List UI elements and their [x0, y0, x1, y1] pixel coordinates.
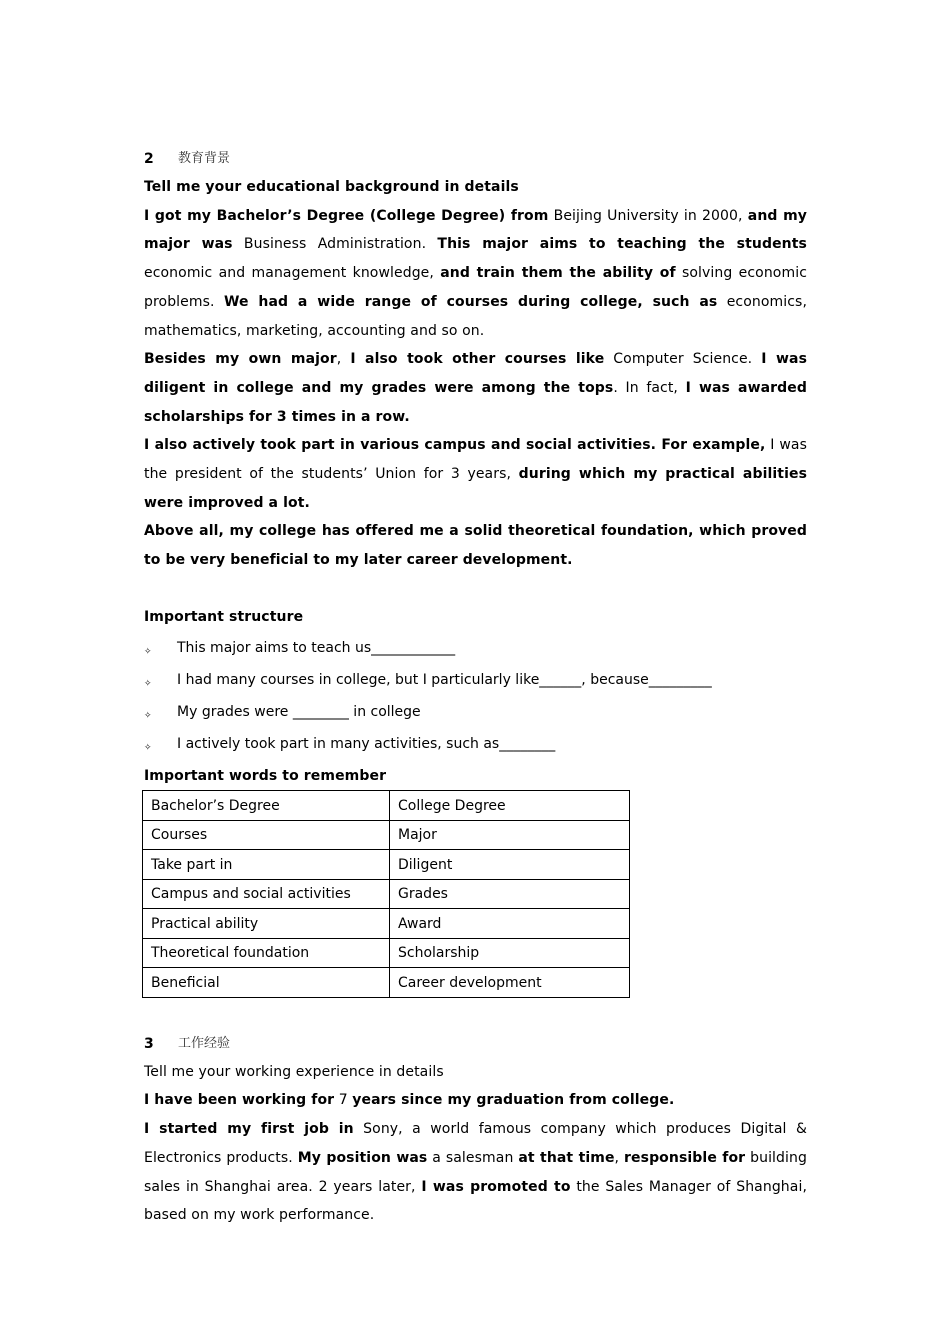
text-run: My position was — [297, 1149, 428, 1166]
table-cell: Scholarship — [390, 938, 630, 968]
paragraph — [144, 431, 807, 517]
table-cell: Major — [390, 820, 630, 850]
structure-text: This major aims to teach us____________ — [177, 639, 456, 656]
structure-list — [144, 634, 807, 762]
paragraph — [144, 517, 807, 574]
structure-item — [144, 634, 807, 666]
diamond-bullet-icon: ✧ — [144, 742, 152, 753]
table-cell: Beneficial — [143, 968, 390, 998]
text-run: Business Administration. — [232, 236, 438, 253]
text-run: We had a wide range of courses during college, such as — [223, 293, 718, 310]
table-row — [143, 968, 630, 998]
table-row — [143, 850, 630, 880]
text-run: , — [614, 1149, 625, 1166]
document-page — [144, 145, 807, 1230]
table-cell: Grades — [390, 879, 630, 909]
text-run: and train them the ability of — [440, 265, 676, 282]
diamond-bullet-icon: ✧ — [144, 646, 152, 657]
section-2-answer — [144, 202, 807, 575]
section-3-answer — [144, 1086, 807, 1230]
diamond-bullet-icon: ✧ — [144, 678, 152, 689]
text-run: I have been working for — [144, 1092, 335, 1109]
text-run: 7 — [334, 1092, 353, 1109]
structure-text: I had many courses in college, but I particularly like______, because_________ — [177, 671, 712, 688]
text-run: This major aims to teaching the students — [437, 236, 807, 253]
text-run: Besides my own major — [144, 351, 337, 368]
section-title: 工作经验 — [178, 1035, 231, 1051]
text-run: I was diligent in college and my grades were among the tops — [144, 351, 808, 396]
table-cell: Practical ability — [143, 909, 390, 939]
words-table — [142, 790, 630, 998]
text-run: . In fact, — [613, 379, 686, 396]
structure-text: My grades were ________ in college — [177, 703, 421, 720]
table-cell: College Degree — [390, 791, 630, 821]
paragraph — [144, 1086, 807, 1115]
table-cell: Take part in — [143, 850, 390, 880]
table-row — [143, 909, 630, 939]
table-row — [143, 820, 630, 850]
text-run: I also actively took part in various campus and social activities. For example, — [144, 437, 766, 454]
text-run: I was promoted to — [421, 1178, 571, 1195]
text-run: responsible for — [624, 1149, 746, 1166]
text-run: , — [336, 351, 351, 368]
text-run: a salesman — [427, 1149, 519, 1166]
text-run: economics, mathematics, marketing, accounting and so on. — [144, 293, 807, 339]
words-title: Important words to remember — [144, 767, 387, 784]
text-run: during which my practical abilities were improved a lot. — [144, 466, 807, 511]
text-run: I was awarded scholarships for 3 times in a row. — [144, 379, 807, 425]
structure-item — [144, 666, 807, 698]
text-run: I also took other courses like — [350, 351, 605, 368]
table-row — [143, 938, 630, 968]
text-run: at that time — [518, 1149, 615, 1166]
paragraph — [144, 345, 807, 431]
text-run: Sony, a world famous company which produces Digital & Electronics products. — [144, 1121, 807, 1166]
table-cell: Bachelor’s Degree — [143, 791, 390, 821]
section-number: 2 — [144, 151, 154, 167]
section-3-question: Tell me your working experience in details — [144, 1063, 444, 1080]
structure-title: Important structure — [144, 608, 304, 625]
text-run: Beijing University in 2000, — [548, 207, 748, 224]
text-run: economic and management knowledge, — [144, 265, 441, 282]
text-run: I got my Bachelor’s Degree (College Degree) from — [144, 207, 549, 224]
text-run: I was the president of the students’ Union for 3 years, — [144, 437, 808, 483]
text-run: building sales in Shanghai area. 2 years later, — [144, 1149, 807, 1195]
text-run: I started my first job in — [144, 1121, 354, 1138]
section-number: 3 — [144, 1035, 154, 1052]
table-row — [143, 791, 630, 821]
text-run: Computer Science. — [604, 351, 762, 368]
section-2-heading — [144, 145, 807, 173]
structure-text: I actively took part in many activities, such as________ — [177, 735, 556, 752]
text-run: solving economic problems. — [144, 265, 807, 310]
table-cell: Campus and social activities — [143, 879, 390, 909]
table-cell: Courses — [143, 820, 390, 850]
text-run: and my major was — [144, 207, 807, 253]
text-run: Above all, my college has offered me a solid theoretical foundation, which proved to be very beneficial to my later career development. — [144, 523, 807, 569]
section-title: 教育背景 — [178, 151, 231, 166]
text-run: the Sales Manager of Shanghai, based on my work performance. — [144, 1178, 807, 1224]
paragraph — [144, 1115, 807, 1230]
paragraph — [144, 202, 807, 346]
structure-item — [144, 698, 807, 730]
table-row — [143, 879, 630, 909]
table-cell: Career development — [390, 968, 630, 998]
table-cell: Award — [390, 909, 630, 939]
section-3-heading — [144, 1030, 807, 1058]
text-run: years since my graduation from college. — [352, 1092, 675, 1109]
section-2-question: Tell me your educational background in details — [144, 179, 519, 195]
table-cell: Theoretical foundation — [143, 938, 390, 968]
diamond-bullet-icon: ✧ — [144, 710, 152, 721]
table-cell: Diligent — [390, 850, 630, 880]
structure-item — [144, 730, 807, 762]
